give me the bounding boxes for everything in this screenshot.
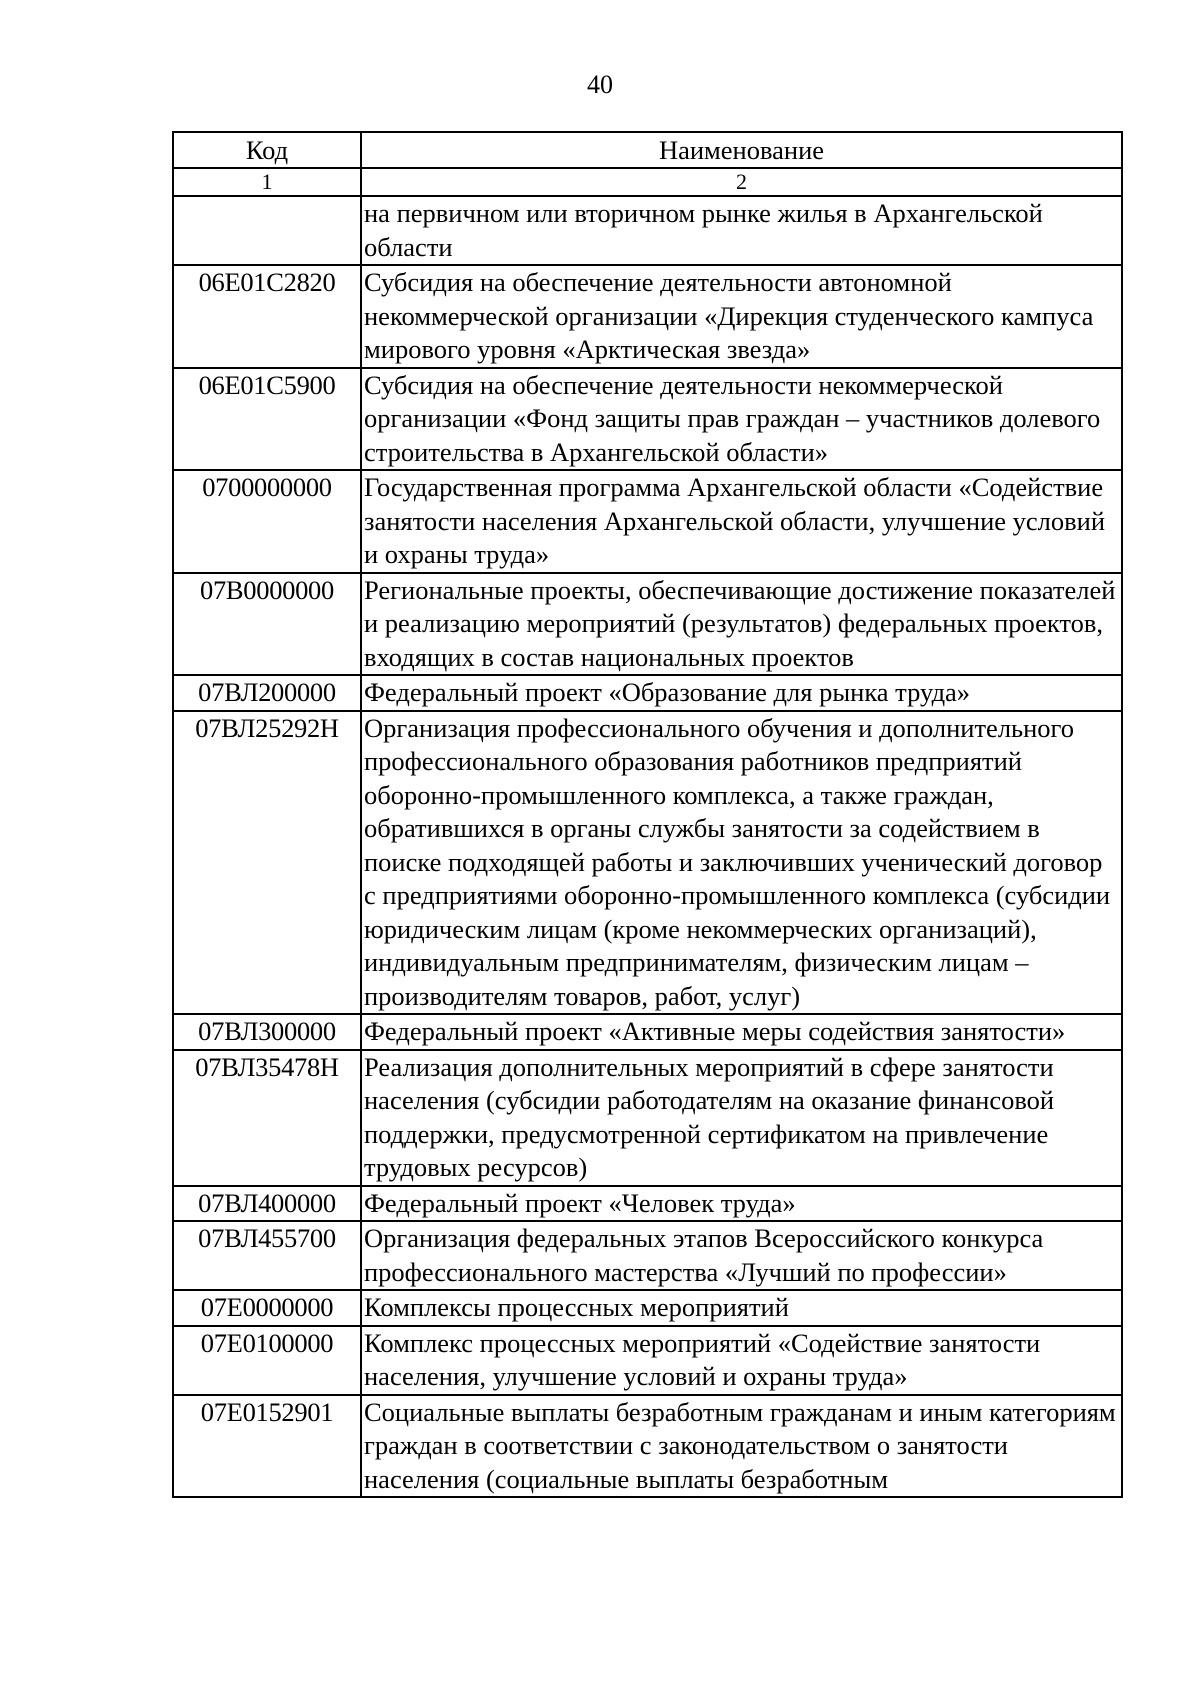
table-row [173,265,1122,368]
row-code: 06Е01С5900 [173,368,361,471]
table-row [173,470,1122,573]
row-code: 07В0000000 [173,573,361,676]
row-name: Субсидия на обеспечение деятельности автономной некоммерческой организации «Дирекция студенческого кампуса мирового уровня «Арктическая звезда» [361,265,1122,368]
row-name: Комплекс процессных мероприятий «Содействие занятости населения, улучшение условий и охраны труда» [361,1326,1122,1395]
header-code: Код [173,132,361,168]
table-row [173,711,1122,1015]
row-code: 07Е0000000 [173,1290,361,1326]
table-row [173,1221,1122,1290]
row-code: 07ВЛ25292Н [173,711,361,1015]
row-code: 07Е0152901 [173,1395,361,1498]
table-row [173,1395,1122,1498]
table-row [173,196,1122,265]
row-code: 07ВЛ35478Н [173,1050,361,1186]
row-name: Комплексы процессных мероприятий [361,1290,1122,1326]
row-name: Федеральный проект «Человек труда» [361,1186,1122,1222]
row-code: 07Е0100000 [173,1326,361,1395]
page-number: 40 [587,70,613,99]
table-row [173,1290,1122,1326]
row-name: Региональные проекты, обеспечивающие достижение показателей и реализацию мероприятий (результатов) федеральных проектов, входящих в состав национальных проектов [361,573,1122,676]
table-row [173,368,1122,471]
table-row [173,1186,1122,1222]
table-row [173,1326,1122,1395]
row-name: Реализация дополнительных мероприятий в сфере занятости населения (субсидии работодателям на оказание финансовой поддержки, предусмотренной сертификатом на привлечение трудовых ресурсов) [361,1050,1122,1186]
row-name: Федеральный проект «Активные меры содействия занятости» [361,1014,1122,1050]
row-code: 07ВЛ455700 [173,1221,361,1290]
row-code [173,196,361,265]
column-number-name: 2 [361,168,1122,196]
column-number-code: 1 [173,168,361,196]
row-name: Организация профессионального обучения и дополнительного профессионального образования работников предприятий оборонно-промышленного комплекса, а также граждан, обратившихся в органы службы занятости за содействием в поиске подходящей работы и заключивших ученический договор с предприятиями оборонно-промышленного комплекса (субсидии юридическим лицам (кроме некоммерческих организаций), индивидуальным предпринимателям, физическим лицам – производителям товаров, работ, услуг) [361,711,1122,1015]
table-row [173,675,1122,711]
row-name: Федеральный проект «Образование для рынка труда» [361,675,1122,711]
table-row [173,573,1122,676]
row-name: Субсидия на обеспечение деятельности некоммерческой организации «Фонд защиты прав граждан – участников долевого строительства в Архангельской области» [361,368,1122,471]
table-row [173,1050,1122,1186]
row-name: Социальные выплаты безработным гражданам и иным категориям граждан в соответствии с законодательством о занятости населения (социальные выплаты безработным [361,1395,1122,1498]
row-code: 07ВЛ400000 [173,1186,361,1222]
row-name: Государственная программа Архангельской области «Содействие занятости населения Архангельской области, улучшение условий и охраны труда» [361,470,1122,573]
table-row [173,1014,1122,1050]
row-code: 06Е01С2820 [173,265,361,368]
header-name: Наименование [361,132,1122,168]
row-name: на первичном или вторичном рынке жилья в Архангельской области [361,196,1122,265]
row-code: 07ВЛ300000 [173,1014,361,1050]
table-header-row [173,132,1122,168]
row-name: Организация федеральных этапов Всероссийского конкурса профессионального мастерства «Лучший по профессии» [361,1221,1122,1290]
budget-code-table [172,131,1123,1498]
row-code: 0700000000 [173,470,361,573]
column-number-row [173,168,1122,196]
row-code: 07ВЛ200000 [173,675,361,711]
